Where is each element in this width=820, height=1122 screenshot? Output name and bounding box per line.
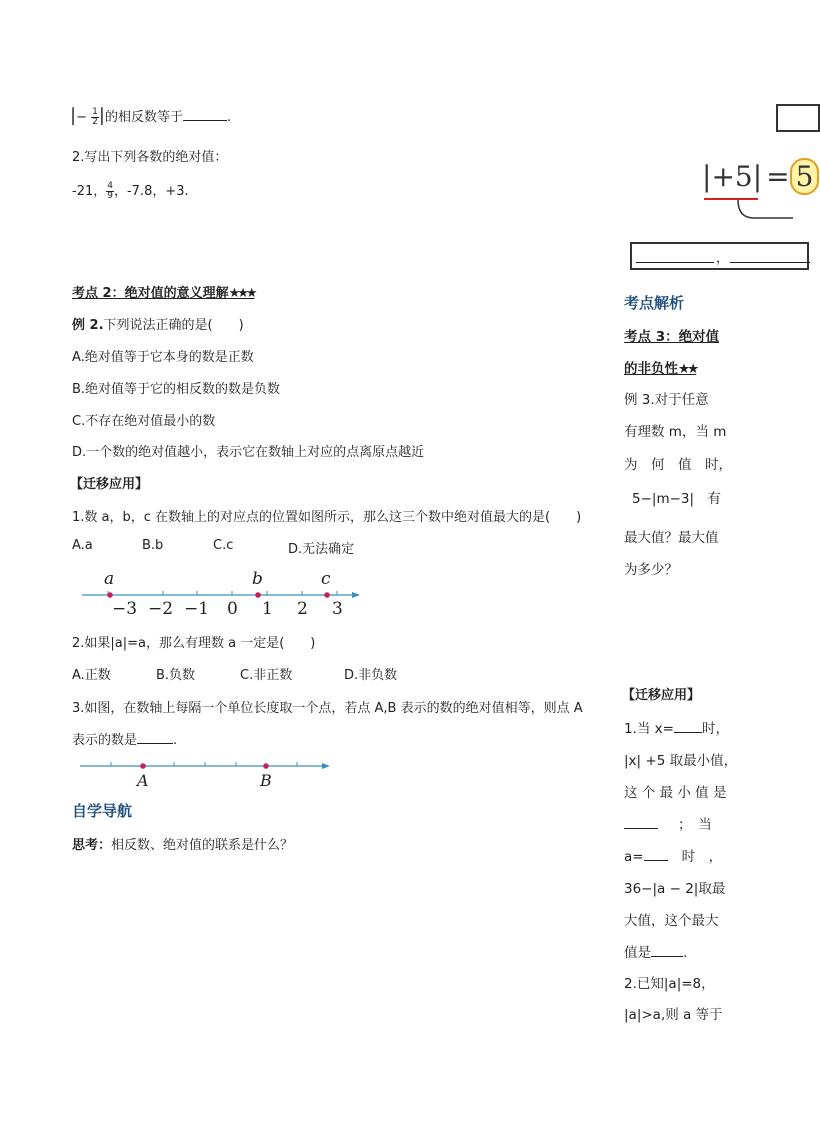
- minus-sign: −: [76, 110, 87, 125]
- option-d: D.一个数的绝对值越小，表示它在数轴上对应的点离原点越近: [72, 445, 425, 460]
- example-3-line: 有理数 m，当 m: [624, 424, 727, 440]
- self-study-guide-heading: 自学导航: [72, 802, 133, 820]
- star-rating: ★★: [678, 361, 697, 377]
- think-prompt: [72, 834, 293, 853]
- fraction-numerator: 4: [107, 181, 113, 191]
- point-label: B: [260, 771, 272, 790]
- point-label: c: [321, 569, 331, 589]
- answer-blank[interactable]: [651, 956, 683, 957]
- number-line-2: [76, 752, 336, 792]
- r1-line-7: 大值，这个最大: [624, 913, 719, 929]
- abs-value-inner: +5: [711, 160, 753, 193]
- answer-blank[interactable]: [730, 248, 810, 263]
- t1-option-c: C.c: [213, 538, 234, 553]
- equals-sign: =: [766, 160, 790, 193]
- period: .: [683, 945, 688, 961]
- abs-equation: [702, 158, 819, 195]
- axis-arrow: [322, 763, 330, 769]
- question-2-numbers: [72, 180, 189, 201]
- t2-option-c: C.非正数: [240, 668, 293, 683]
- t2-option-a: A.正数: [72, 668, 111, 683]
- r1-line-6: 36−|a − 2|取最: [624, 881, 726, 897]
- example-3-line: 5−|m−3| 有: [632, 491, 722, 507]
- star-rating: ★★★: [228, 286, 255, 301]
- r1-text: 1.当 x=: [624, 721, 674, 737]
- r1-line-8: [624, 941, 687, 961]
- r1-text: 值是: [624, 945, 651, 961]
- example-label: 例 2.: [72, 318, 104, 333]
- question-1-text: 的相反数等于: [104, 110, 183, 125]
- answer-blank[interactable]: [183, 120, 227, 121]
- analysis-heading: 考点解析: [624, 294, 685, 312]
- option-a: A.绝对值等于它本身的数是正数: [72, 350, 254, 365]
- question-2-label: 2.写出下列各数的绝对值：: [72, 150, 228, 165]
- point-label: a: [104, 569, 115, 589]
- fraction: [106, 182, 114, 201]
- r1-line-5: [624, 845, 722, 865]
- point-A: [140, 763, 146, 769]
- example-3-line: 例 3.对于任意: [624, 392, 709, 408]
- tick-label: −3: [112, 599, 138, 619]
- answer-blank[interactable]: [624, 828, 658, 829]
- point-label: b: [252, 569, 263, 589]
- tick-label: 2: [297, 599, 308, 619]
- answer-box: [630, 242, 809, 270]
- transfer-question-3-line1: 3.如图，在数轴上每隔一个单位长度取一个点，若点 A,B 表示的数的绝对值相等，则点 A: [72, 701, 583, 716]
- tick-label: 1: [262, 599, 273, 619]
- r1-line-3: 这 个 最 小 值 是: [624, 785, 727, 801]
- point-c: [324, 592, 330, 598]
- transfer-heading: 【迁移应用】: [70, 477, 149, 492]
- number-item: -21，: [72, 184, 107, 199]
- period: .: [226, 110, 232, 125]
- fraction-denominator: 2: [92, 117, 98, 127]
- result-value: 5: [795, 160, 814, 193]
- t1-option-d: D.无法确定: [288, 542, 355, 557]
- comma: ，: [716, 251, 730, 266]
- r2-line-1: 2.已知|a|=8，: [624, 976, 715, 992]
- option-c: C.不存在绝对值最小的数: [72, 414, 216, 429]
- example-2: [72, 314, 244, 333]
- r1-text: ； 当: [678, 817, 712, 833]
- answer-blank[interactable]: [137, 743, 173, 744]
- number-items: ，-7.8，+3.: [113, 184, 189, 199]
- t2-option-b: B.负数: [156, 668, 196, 683]
- tick-label: −1: [184, 599, 210, 619]
- point-a: [107, 592, 113, 598]
- tick-label: 0: [227, 599, 238, 619]
- example-3-line: 为多少？: [624, 562, 678, 578]
- question-text: 表示的数是: [72, 733, 138, 748]
- transfer-question-1: 1.数 a，b，c 在数轴上的对应点的位置如图所示，那么这三个数中绝对值最大的是( ): [72, 510, 582, 525]
- transfer-heading-2: 【迁移应用】: [622, 688, 701, 703]
- abs-bar-right: |: [752, 160, 763, 193]
- transfer-question-2: 2.如果|a|=a，那么有理数 a 一定是( ): [72, 636, 316, 651]
- t2-option-d: D.非负数: [344, 668, 398, 683]
- transfer-question-3-line2: [72, 729, 177, 748]
- result-highlight: [790, 158, 820, 195]
- r1-line-2: |x| +5 取最小值，: [624, 753, 738, 769]
- section-heading-text: 考点 2：绝对值的意义理解: [72, 286, 229, 301]
- r1-line-4: [624, 813, 712, 833]
- number-line-1: [76, 566, 366, 624]
- abs-bar-left: |: [702, 160, 712, 193]
- r1-line-1: [624, 717, 729, 737]
- r1-text: 时，: [701, 721, 729, 737]
- think-text: 相反数、绝对值的联系是什么？: [111, 838, 294, 853]
- bracket-line: [736, 200, 793, 224]
- section-heading-kd2: [72, 282, 255, 301]
- r1-text: a=: [624, 849, 644, 865]
- tick-label: 3: [332, 599, 343, 619]
- section-heading-kd3-cont: [624, 357, 696, 377]
- axis-arrow: [352, 592, 360, 598]
- option-b: B.绝对值等于它的相反数的数是负数: [72, 382, 281, 397]
- fraction-numerator: 1: [92, 107, 98, 117]
- answer-blank[interactable]: [674, 732, 702, 733]
- period: .: [173, 733, 178, 748]
- fraction: [91, 108, 99, 127]
- header-box: [776, 104, 820, 132]
- abs-bar-right: |: [98, 105, 105, 126]
- t1-option-b: B.b: [142, 538, 164, 553]
- point-b: [255, 592, 261, 598]
- example-3-line: 最大值？最大值: [624, 530, 719, 546]
- example-text: 下列说法正确的是( ): [103, 318, 244, 333]
- think-label: 思考：: [72, 838, 112, 853]
- r1-text: 时 ，: [681, 849, 723, 865]
- r2-line-2: |a|>a,则 a 等于: [624, 1007, 723, 1023]
- point-B: [263, 763, 269, 769]
- answer-blank[interactable]: [644, 860, 668, 861]
- answer-blank[interactable]: [636, 248, 714, 263]
- bracket-path: [738, 200, 793, 218]
- fraction-denominator: 9: [107, 191, 113, 201]
- t1-option-a: A.a: [72, 538, 93, 553]
- question-1: [70, 105, 231, 127]
- example-3-line: 为 何 值 时，: [624, 457, 732, 473]
- abs-bar-left: |: [70, 105, 77, 126]
- section-heading-kd3: 考点 3：绝对值: [624, 329, 720, 345]
- section-heading-text: 的非负性: [624, 361, 678, 377]
- point-label: A: [137, 771, 149, 790]
- tick-label: −2: [148, 599, 174, 619]
